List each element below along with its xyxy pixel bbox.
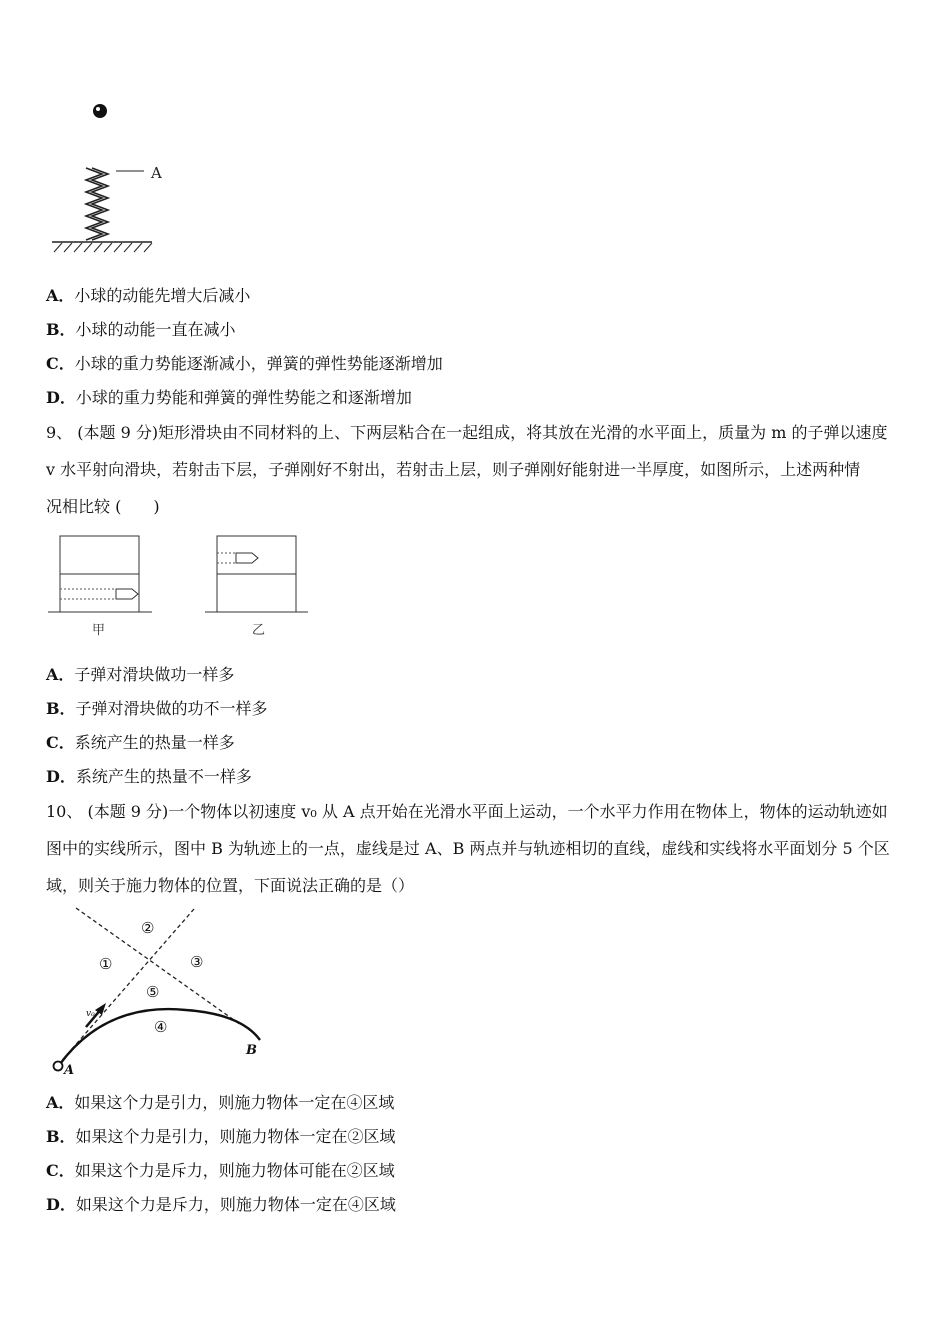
region-2: ② xyxy=(141,919,155,937)
q9-option-a: A．子弹对滑块做功一样多 xyxy=(46,665,235,684)
q9-option-c: C．系统产生的热量一样多 xyxy=(46,733,235,752)
q8-option-d: D．小球的重力势能和弹簧的弹性势能之和逐渐增加 xyxy=(46,388,412,407)
q10-option-a: A．如果这个力是引力，则施力物体一定在④区域 xyxy=(46,1093,395,1112)
bullet-upper xyxy=(236,553,258,563)
region-1: ① xyxy=(99,955,113,973)
q10-stem-line2: 图中的实线所示，图中 B 为轨迹上的一点，虚线是过 A、B 两点并与轨迹相切的直线，虚线和实线将水平面划分 5 个区 xyxy=(46,839,890,858)
q8-option-b: B．小球的动能一直在减小 xyxy=(46,320,236,339)
label-yi: 乙 xyxy=(252,623,266,638)
label-a: A xyxy=(151,164,162,182)
point-a xyxy=(54,1062,63,1071)
region-4: ④ xyxy=(154,1018,168,1036)
spring-figure xyxy=(46,98,176,258)
spring xyxy=(92,168,108,240)
q9-stem-line3: 况相比较 ( ) xyxy=(46,497,160,516)
ball xyxy=(93,104,107,118)
label-b: B xyxy=(246,1043,257,1058)
tangent-at-a xyxy=(58,909,194,1065)
q10-option-c: C．如果这个力是斥力，则施力物体可能在②区域 xyxy=(46,1161,395,1180)
bullet-lower xyxy=(116,589,138,599)
q10-stem-line1: 10、 (本题 9 分)一个物体以初速度 v₀ 从 A 点开始在光滑水平面上运动，一个水平力作用在物体上，物体的运动轨迹如 xyxy=(46,802,888,821)
q9-option-d: D．系统产生的热量不一样多 xyxy=(46,767,252,786)
q10-option-b: B．如果这个力是引力，则施力物体一定在②区域 xyxy=(46,1127,396,1146)
label-a: A xyxy=(64,1063,75,1078)
label-v0: v₀ xyxy=(86,1009,95,1019)
blocks-figure xyxy=(46,532,316,640)
q9-stem-line1: 9、 (本题 9 分)矩形滑块由不同材料的上、下两层粘合在一起组成，将其放在光滑的水平面上，质量为 m 的子弹以速度 xyxy=(46,423,888,442)
label-jia: 甲 xyxy=(92,623,106,638)
q10-option-d: D．如果这个力是斥力，则施力物体一定在④区域 xyxy=(46,1195,396,1214)
q9-stem-line2: v 水平射向滑块，若射击下层，子弹刚好不射出，若射击上层，则子弹刚好能射进一半厚度，如图所示，上述两种情 xyxy=(46,460,861,479)
region-3: ③ xyxy=(190,953,204,971)
q10-stem-line3: 域，则关于施力物体的位置，下面说法正确的是（） xyxy=(46,876,415,895)
region-5: ⑤ xyxy=(146,983,160,1001)
q8-option-c: C．小球的重力势能逐渐减小，弹簧的弹性势能逐渐增加 xyxy=(46,354,443,373)
trajectory-figure xyxy=(46,902,276,1080)
q8-option-a: A．小球的动能先增大后减小 xyxy=(46,286,251,305)
q9-option-b: B．子弹对滑块做的功不一样多 xyxy=(46,699,268,718)
